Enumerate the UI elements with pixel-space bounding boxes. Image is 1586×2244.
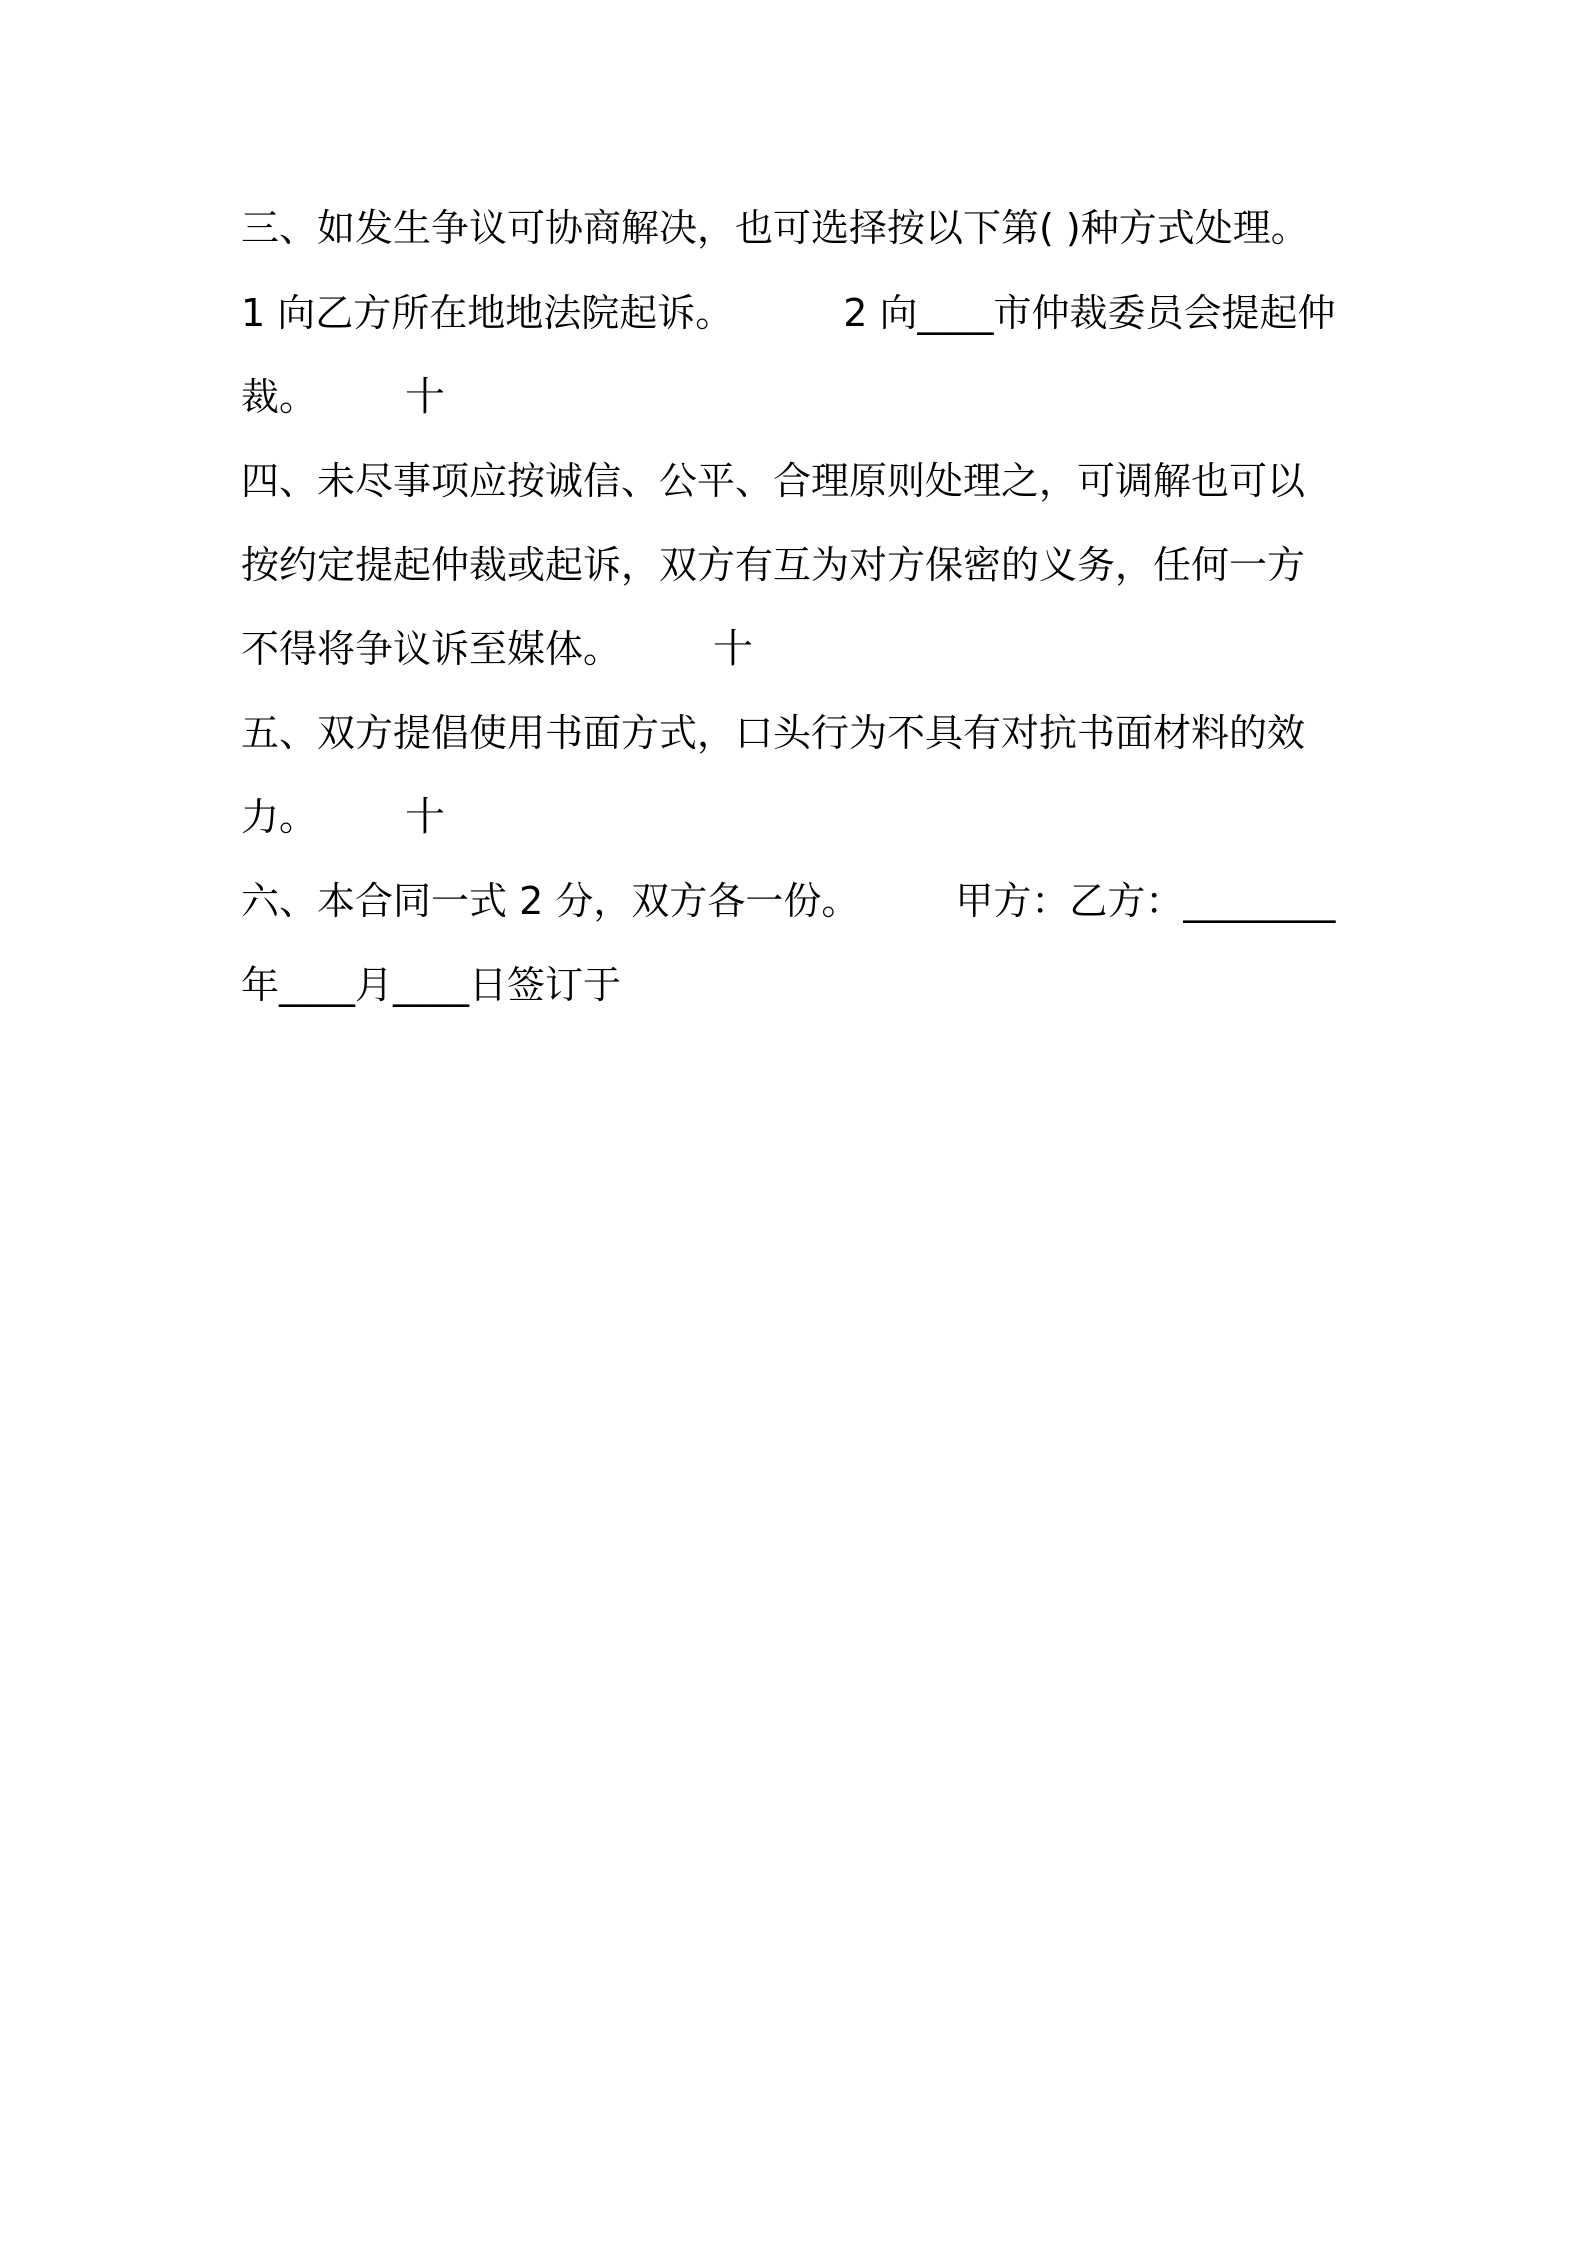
cross-mark: 十 (405, 374, 446, 420)
option-2-continuation: 裁。 (241, 375, 318, 419)
clause-4-text-1: 四、未尽事项应按诚信、公平、合理原则处理之，可调解也可以 (241, 459, 1306, 503)
clause-4-line-2 (241, 523, 1361, 607)
clause-5-text-1: 五、双方提倡使用书面方式，口头行为不具有对抗书面材料的效 (241, 711, 1306, 755)
signing-date-line (241, 943, 1361, 1027)
clause-3-heading (241, 186, 1361, 270)
clause-6-line-1 (241, 859, 1361, 943)
clause-4-text-2: 按约定提起仲裁或起诉，双方有互为对方保密的义务，任何一方 (241, 543, 1306, 587)
clause-5-line-1 (241, 691, 1361, 775)
clause-4-line-1 (241, 439, 1361, 523)
clause-3-continuation (241, 355, 1361, 439)
clause-3-text: 三、如发生争议可协商解决，也可选择按以下第( )种方式处理。 (241, 206, 1309, 250)
option-1-text: 1 向乙方所在地地法院起诉。 (241, 291, 734, 335)
signature-parties: 甲方：乙方：________ (955, 879, 1336, 923)
clause-4-text-3: 不得将争议诉至媒体。 (241, 627, 622, 671)
cross-mark: 十 (713, 626, 754, 672)
option-2-text: 2 向____市仲裁委员会提起仲 (843, 291, 1336, 335)
cross-mark: 十 (405, 794, 446, 840)
clause-5-text-2: 力。 (241, 795, 318, 839)
signing-date: 年____月____日签订于 (241, 963, 622, 1007)
clause-5-line-2 (241, 775, 1361, 859)
clause-3-options (241, 271, 1361, 355)
clause-4-line-3 (241, 607, 1361, 691)
clause-6-text: 六、本合同一式 2 分，双方各一份。 (241, 879, 860, 923)
